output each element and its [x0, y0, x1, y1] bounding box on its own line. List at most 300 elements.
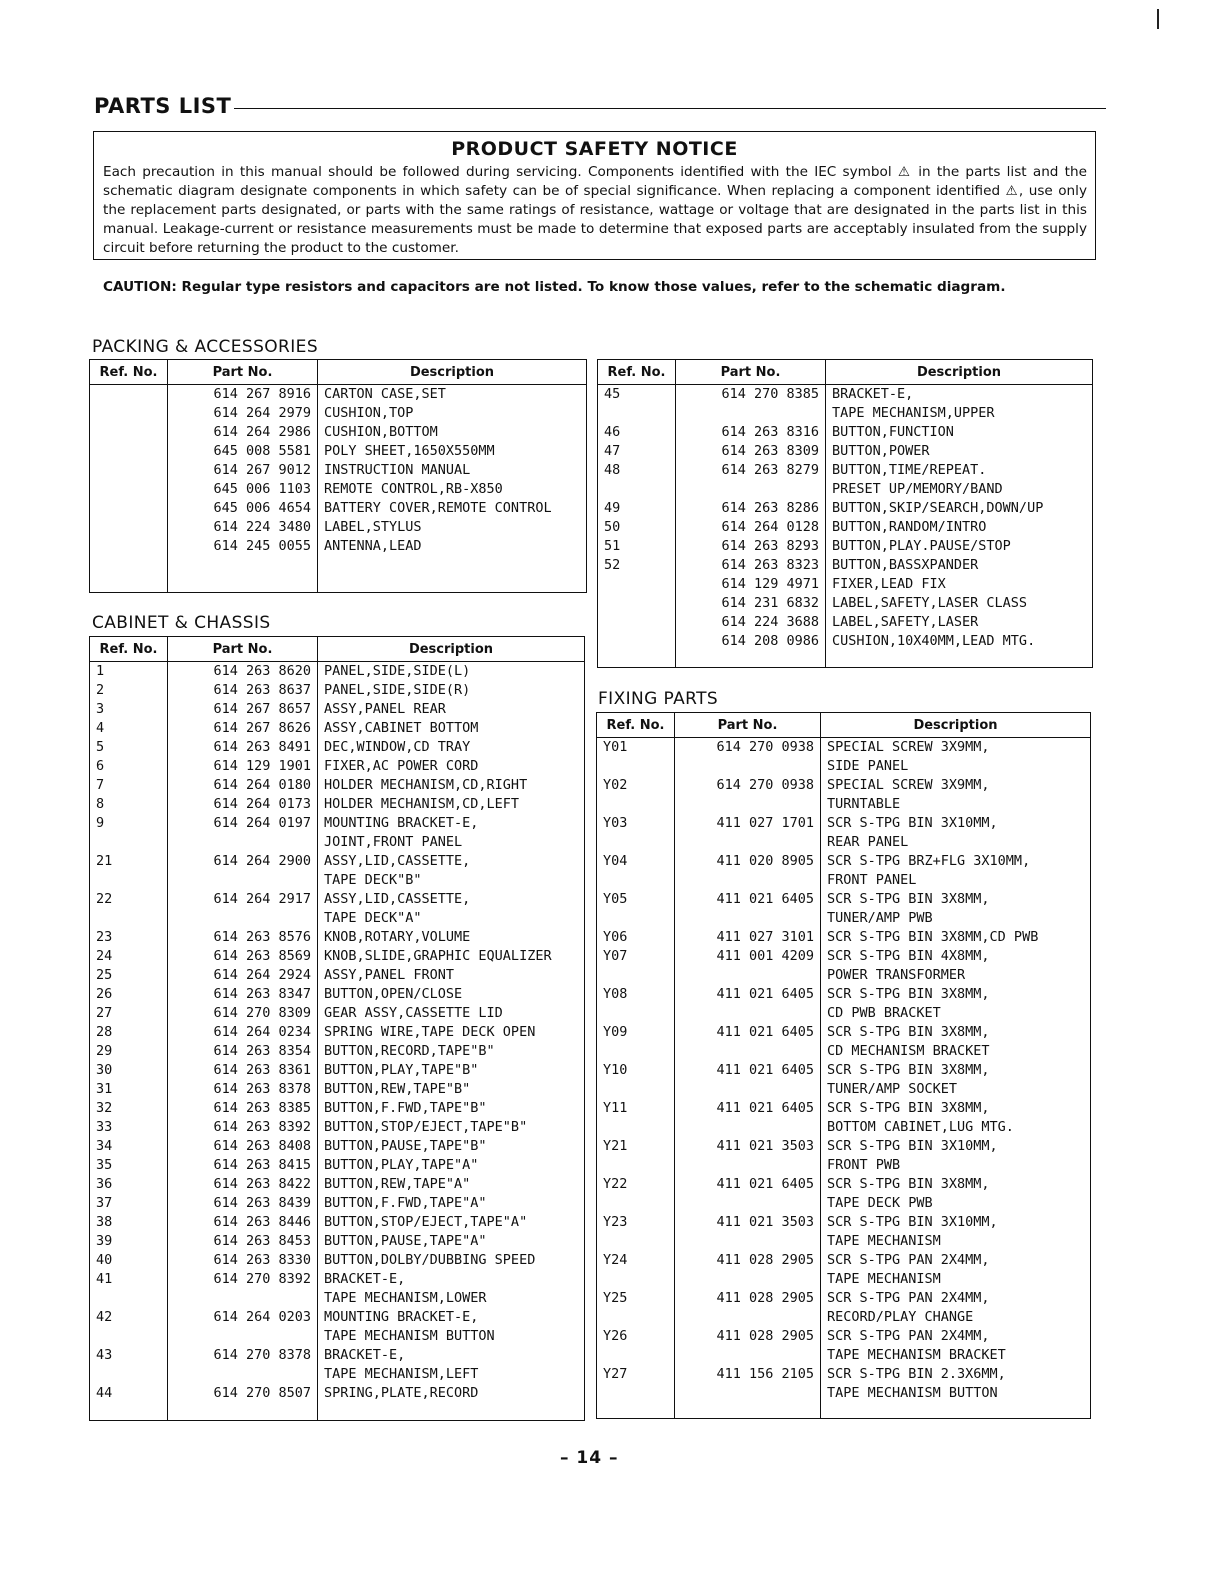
- description-cell: BUTTON,STOP/EJECT,TAPE"B": [318, 1118, 585, 1137]
- description-cell: SCR S-TPG PAN 2X4MM,: [821, 1251, 1091, 1270]
- table-row: [598, 461, 1093, 480]
- part-no-cell: 411 028 2905: [675, 1289, 821, 1308]
- table-row: [597, 1327, 1091, 1346]
- ref-no-cell: Y10: [597, 1061, 675, 1080]
- description-cell: BUTTON,STOP/EJECT,TAPE"A": [318, 1213, 585, 1232]
- ref-no-cell: 49: [598, 499, 676, 518]
- part-no-cell: [675, 757, 821, 776]
- table-row: [90, 795, 585, 814]
- ref-no-cell: Y21: [597, 1137, 675, 1156]
- table-row: [90, 757, 585, 776]
- part-no-cell: [675, 1346, 821, 1365]
- ref-no-cell: Y07: [597, 947, 675, 966]
- ref-no-cell: Y22: [597, 1175, 675, 1194]
- table-row: [90, 423, 587, 442]
- empty-cell: [318, 1403, 585, 1421]
- description-cell: FIXER,AC POWER CORD: [318, 757, 585, 776]
- ref-no-cell: 42: [90, 1308, 168, 1327]
- table-row: [90, 1346, 585, 1365]
- description-cell: TAPE MECHANISM,UPPER: [826, 404, 1093, 423]
- table-row: [90, 480, 587, 499]
- part-no-cell: [168, 1327, 318, 1346]
- part-no-cell: [168, 909, 318, 928]
- part-no-cell: [675, 1004, 821, 1023]
- table-filler-row: [90, 556, 587, 593]
- part-no-cell: 614 231 6832: [676, 594, 826, 613]
- part-no-cell: [676, 404, 826, 423]
- part-no-cell: 645 006 1103: [168, 480, 318, 499]
- safety-notice-box: [93, 131, 1096, 260]
- ref-no-cell: [90, 537, 168, 556]
- part-no-cell: 614 263 8637: [168, 681, 318, 700]
- description-cell: SCR S-TPG BIN 3X8MM,: [821, 985, 1091, 1004]
- part-no-cell: 614 267 8626: [168, 719, 318, 738]
- ref-no-cell: Y26: [597, 1327, 675, 1346]
- ref-no-cell: Y09: [597, 1023, 675, 1042]
- part-no-cell: 411 027 1701: [675, 814, 821, 833]
- part-no-cell: 411 021 6405: [675, 1061, 821, 1080]
- part-no-cell: 614 264 2900: [168, 852, 318, 871]
- ref-no-cell: [597, 1308, 675, 1327]
- part-no-cell: [675, 1042, 821, 1061]
- ref-no-cell: 27: [90, 1004, 168, 1023]
- description-cell: TAPE MECHANISM BUTTON: [821, 1384, 1091, 1403]
- description-cell: SCR S-TPG BIN 3X10MM,: [821, 1213, 1091, 1232]
- table-row: [598, 499, 1093, 518]
- ref-no-cell: 46: [598, 423, 676, 442]
- ref-no-cell: [597, 1156, 675, 1175]
- empty-cell: [676, 651, 826, 668]
- description-cell: BUTTON,BASSXPANDER: [826, 556, 1093, 575]
- cabinet-table: [89, 636, 585, 1421]
- part-no-cell: 411 028 2905: [675, 1327, 821, 1346]
- part-no-cell: 411 021 6405: [675, 890, 821, 909]
- table-row: [90, 985, 585, 1004]
- description-cell: TUNER/AMP SOCKET: [821, 1080, 1091, 1099]
- table-row: [597, 985, 1091, 1004]
- table-row: [90, 385, 587, 405]
- ref-no-cell: 2: [90, 681, 168, 700]
- fixing-heading: FIXING PARTS: [598, 689, 719, 709]
- table-row: [597, 776, 1091, 795]
- part-no-cell: 614 267 8657: [168, 700, 318, 719]
- table-header-row: [597, 713, 1091, 738]
- table-row: [90, 928, 585, 947]
- table-filler-row: [597, 1403, 1091, 1419]
- table-row: [598, 404, 1093, 423]
- part-no-cell: 614 263 8323: [676, 556, 826, 575]
- part-no-cell: 614 263 8293: [676, 537, 826, 556]
- table-row: [90, 1308, 585, 1327]
- table-row: [598, 556, 1093, 575]
- description-cell: FRONT PWB: [821, 1156, 1091, 1175]
- ref-no-cell: 5: [90, 738, 168, 757]
- part-no-cell: [675, 966, 821, 985]
- ref-no-cell: 33: [90, 1118, 168, 1137]
- table-row: [598, 480, 1093, 499]
- description-cell: POLY SHEET,1650X550MM: [318, 442, 587, 461]
- packing-table: [89, 359, 587, 593]
- table-row: [90, 1270, 585, 1289]
- part-no-cell: 614 264 0180: [168, 776, 318, 795]
- description-cell: BUTTON,F.FWD,TAPE"B": [318, 1099, 585, 1118]
- table-row: [90, 518, 587, 537]
- description-cell: SCR S-TPG BIN 3X8MM,: [821, 890, 1091, 909]
- table-row: [90, 1137, 585, 1156]
- part-no-cell: 614 245 0055: [168, 537, 318, 556]
- table-row: [90, 1251, 585, 1270]
- table-row: [90, 442, 587, 461]
- description-cell: SCR S-TPG BIN 3X8MM,: [821, 1061, 1091, 1080]
- ref-no-cell: [90, 385, 168, 405]
- table-header-row: [598, 360, 1093, 385]
- ref-no-cell: 25: [90, 966, 168, 985]
- part-no-cell: 614 263 8316: [676, 423, 826, 442]
- table-row: [90, 852, 585, 871]
- description-cell: CARTON CASE,SET: [318, 385, 587, 405]
- notice-body: Each precaution in this manual should be followed during servicing. Components identified with the IEC symbol ⚠ in the parts list and the schematic diagram designate components in which safety can be of special significance. When replacing a component identified ⚠, use only the replacement parts designated, or parts with the same ratings of resistance, wattage or voltage that are designated in the parts list in this manual. Leakage-current or resistance measurements must be made to determine that exposed parts are acceptably insulated from the supply circuit before returning the product to the customer.: [103, 164, 1087, 256]
- table-row: [597, 871, 1091, 890]
- ref-no-cell: [90, 499, 168, 518]
- ref-no-cell: Y04: [597, 852, 675, 871]
- description-cell: SCR S-TPG PAN 2X4MM,: [821, 1289, 1091, 1308]
- ref-no-cell: [597, 1194, 675, 1213]
- ref-no-cell: Y11: [597, 1099, 675, 1118]
- description-cell: BATTERY COVER,REMOTE CONTROL: [318, 499, 587, 518]
- table-row: [90, 1042, 585, 1061]
- table-row: [597, 1061, 1091, 1080]
- table-row: [90, 1384, 585, 1403]
- part-no-cell: 614 263 8408: [168, 1137, 318, 1156]
- table-row: [90, 1194, 585, 1213]
- description-cell: PANEL,SIDE,SIDE(R): [318, 681, 585, 700]
- ref-no-cell: 51: [598, 537, 676, 556]
- description-cell: CUSHION,TOP: [318, 404, 587, 423]
- description-cell: BUTTON,PLAY,TAPE"A": [318, 1156, 585, 1175]
- part-no-cell: 614 129 4971: [676, 575, 826, 594]
- description-cell: FRONT PANEL: [821, 871, 1091, 890]
- table-row: [90, 814, 585, 833]
- part-no-cell: 614 263 8330: [168, 1251, 318, 1270]
- ref-no-cell: [90, 1289, 168, 1308]
- part-no-cell: 614 263 8354: [168, 1042, 318, 1061]
- ref-no-cell: 39: [90, 1232, 168, 1251]
- ref-no-cell: 4: [90, 719, 168, 738]
- description-cell: BUTTON,PAUSE,TAPE"B": [318, 1137, 585, 1156]
- table-row: [90, 1365, 585, 1384]
- description-cell: BRACKET-E,: [318, 1346, 585, 1365]
- part-no-cell: 614 224 3480: [168, 518, 318, 537]
- packing-heading: PACKING & ACCESSORIES: [92, 337, 319, 357]
- part-no-cell: 614 267 8916: [168, 385, 318, 405]
- ref-no-cell: Y08: [597, 985, 675, 1004]
- table-row: [598, 423, 1093, 442]
- col-header-ref: Ref. No.: [90, 360, 168, 385]
- description-cell: SPRING,PLATE,RECORD: [318, 1384, 585, 1403]
- part-no-cell: 614 270 8392: [168, 1270, 318, 1289]
- page-number: – 14 –: [560, 1448, 619, 1468]
- description-cell: GEAR ASSY,CASSETTE LID: [318, 1004, 585, 1023]
- ref-no-cell: 9: [90, 814, 168, 833]
- table-row: [598, 632, 1093, 651]
- ref-no-cell: [597, 1118, 675, 1137]
- table-header-row: [90, 637, 585, 662]
- ref-no-cell: [598, 613, 676, 632]
- table-row: [90, 1289, 585, 1308]
- part-no-cell: [676, 480, 826, 499]
- ref-no-cell: 23: [90, 928, 168, 947]
- table-row: [597, 1156, 1091, 1175]
- description-cell: LABEL,SAFETY,LASER CLASS: [826, 594, 1093, 613]
- part-no-cell: 614 264 0173: [168, 795, 318, 814]
- description-cell: HOLDER MECHANISM,CD,RIGHT: [318, 776, 585, 795]
- part-no-cell: 614 263 8392: [168, 1118, 318, 1137]
- ref-no-cell: [598, 480, 676, 499]
- ref-no-cell: [90, 442, 168, 461]
- description-cell: KNOB,SLIDE,GRAPHIC EQUALIZER: [318, 947, 585, 966]
- table-row: [90, 461, 587, 480]
- description-cell: POWER TRANSFORMER: [821, 966, 1091, 985]
- ref-no-cell: [90, 909, 168, 928]
- part-no-cell: [168, 871, 318, 890]
- description-cell: BUTTON,DOLBY/DUBBING SPEED: [318, 1251, 585, 1270]
- table-row: [90, 700, 585, 719]
- description-cell: BUTTON,PLAY,TAPE"B": [318, 1061, 585, 1080]
- part-no-cell: 614 264 2917: [168, 890, 318, 909]
- description-cell: TAPE MECHANISM,LOWER: [318, 1289, 585, 1308]
- part-no-cell: 411 156 2105: [675, 1365, 821, 1384]
- part-no-cell: 614 267 9012: [168, 461, 318, 480]
- part-no-cell: 614 263 8491: [168, 738, 318, 757]
- description-cell: LABEL,SAFETY,LASER: [826, 613, 1093, 632]
- table-row: [597, 852, 1091, 871]
- description-cell: ASSY,PANEL FRONT: [318, 966, 585, 985]
- table-row: [598, 575, 1093, 594]
- part-no-cell: 614 263 8453: [168, 1232, 318, 1251]
- ref-no-cell: 37: [90, 1194, 168, 1213]
- description-cell: MOUNTING BRACKET-E,: [318, 1308, 585, 1327]
- description-cell: BRACKET-E,: [826, 385, 1093, 405]
- ref-no-cell: [597, 833, 675, 852]
- part-no-cell: 614 263 8378: [168, 1080, 318, 1099]
- description-cell: ASSY,CABINET BOTTOM: [318, 719, 585, 738]
- ref-no-cell: 28: [90, 1023, 168, 1042]
- ref-no-cell: Y25: [597, 1289, 675, 1308]
- ref-no-cell: 44: [90, 1384, 168, 1403]
- description-cell: TAPE DECK"A": [318, 909, 585, 928]
- table-row: [90, 1061, 585, 1080]
- part-no-cell: 614 270 8507: [168, 1384, 318, 1403]
- description-cell: SCR S-TPG BIN 3X8MM,CD PWB: [821, 928, 1091, 947]
- ref-no-cell: Y23: [597, 1213, 675, 1232]
- ref-no-cell: 38: [90, 1213, 168, 1232]
- table-row: [90, 681, 585, 700]
- description-cell: BRACKET-E,: [318, 1270, 585, 1289]
- empty-cell: [598, 651, 676, 668]
- table-row: [597, 1137, 1091, 1156]
- part-no-cell: 411 021 3503: [675, 1213, 821, 1232]
- description-cell: SCR S-TPG BIN 4X8MM,: [821, 947, 1091, 966]
- part-no-cell: 614 263 8309: [676, 442, 826, 461]
- description-cell: PANEL,SIDE,SIDE(L): [318, 662, 585, 682]
- page-title: PARTS LIST: [94, 94, 232, 118]
- part-no-cell: 411 021 3503: [675, 1137, 821, 1156]
- part-no-cell: 614 270 8309: [168, 1004, 318, 1023]
- table-row: [597, 738, 1091, 758]
- part-no-cell: [675, 871, 821, 890]
- description-cell: ASSY,LID,CASSETTE,: [318, 890, 585, 909]
- ref-no-cell: Y06: [597, 928, 675, 947]
- table-row: [597, 966, 1091, 985]
- part-no-cell: 645 006 4654: [168, 499, 318, 518]
- description-cell: CD PWB BRACKET: [821, 1004, 1091, 1023]
- ref-no-cell: 32: [90, 1099, 168, 1118]
- ref-no-cell: [90, 423, 168, 442]
- table-row: [598, 613, 1093, 632]
- table-row: [90, 719, 585, 738]
- description-cell: BUTTON,F.FWD,TAPE"A": [318, 1194, 585, 1213]
- part-no-cell: 614 263 8385: [168, 1099, 318, 1118]
- table-row: [90, 1004, 585, 1023]
- ref-no-cell: 45: [598, 385, 676, 405]
- part-no-cell: 614 264 0197: [168, 814, 318, 833]
- col-header-ref: Ref. No.: [597, 713, 675, 738]
- ref-no-cell: [597, 1232, 675, 1251]
- col-header-part: Part No.: [168, 360, 318, 385]
- description-cell: CUSHION,BOTTOM: [318, 423, 587, 442]
- part-no-cell: [675, 833, 821, 852]
- part-no-cell: 614 263 8279: [676, 461, 826, 480]
- description-cell: CUSHION,10X40MM,LEAD MTG.: [826, 632, 1093, 651]
- part-no-cell: 614 263 8569: [168, 947, 318, 966]
- description-cell: REMOTE CONTROL,RB-X850: [318, 480, 587, 499]
- empty-cell: [597, 1403, 675, 1419]
- table-row: [597, 1080, 1091, 1099]
- description-cell: BOTTOM CABINET,LUG MTG.: [821, 1118, 1091, 1137]
- table-filler-row: [90, 1403, 585, 1421]
- part-no-cell: [168, 1365, 318, 1384]
- description-cell: KNOB,ROTARY,VOLUME: [318, 928, 585, 947]
- part-no-cell: 614 224 3688: [676, 613, 826, 632]
- ref-no-cell: Y03: [597, 814, 675, 833]
- title-rule: [234, 108, 1106, 109]
- ref-no-cell: 40: [90, 1251, 168, 1270]
- description-cell: BUTTON,SKIP/SEARCH,DOWN/UP: [826, 499, 1093, 518]
- description-cell: PRESET UP/MEMORY/BAND: [826, 480, 1093, 499]
- ref-no-cell: 47: [598, 442, 676, 461]
- part-no-cell: 614 270 0938: [675, 776, 821, 795]
- description-cell: ANTENNA,LEAD: [318, 537, 587, 556]
- part-no-cell: 614 263 8620: [168, 662, 318, 682]
- ref-no-cell: [90, 871, 168, 890]
- table-row: [598, 537, 1093, 556]
- table-row: [598, 442, 1093, 461]
- part-no-cell: 614 208 0986: [676, 632, 826, 651]
- ref-no-cell: [598, 575, 676, 594]
- description-cell: SCR S-TPG BIN 3X8MM,: [821, 1023, 1091, 1042]
- description-cell: SCR S-TPG BIN 3X8MM,: [821, 1175, 1091, 1194]
- description-cell: SCR S-TPG BIN 3X10MM,: [821, 814, 1091, 833]
- description-cell: BUTTON,FUNCTION: [826, 423, 1093, 442]
- description-cell: SCR S-TPG BIN 3X8MM,: [821, 1099, 1091, 1118]
- ref-no-cell: Y01: [597, 738, 675, 758]
- col-header-part: Part No.: [675, 713, 821, 738]
- part-no-cell: 614 270 8385: [676, 385, 826, 405]
- table-row: [90, 890, 585, 909]
- description-cell: SPECIAL SCREW 3X9MM,: [821, 738, 1091, 758]
- table-row: [597, 1251, 1091, 1270]
- part-no-cell: 614 264 2986: [168, 423, 318, 442]
- fixing-table: [596, 712, 1091, 1419]
- ref-no-cell: [597, 871, 675, 890]
- table-row: [597, 1365, 1091, 1384]
- col-header-desc: Description: [318, 637, 585, 662]
- ref-no-cell: 31: [90, 1080, 168, 1099]
- ref-no-cell: [90, 404, 168, 423]
- ref-no-cell: 35: [90, 1156, 168, 1175]
- cabinet-continued-table: [597, 359, 1093, 668]
- empty-cell: [90, 1403, 168, 1421]
- description-cell: BUTTON,OPEN/CLOSE: [318, 985, 585, 1004]
- table-row: [90, 833, 585, 852]
- table-row: [90, 1118, 585, 1137]
- margin-mark: [1157, 9, 1159, 29]
- ref-no-cell: [90, 833, 168, 852]
- table-row: [597, 1308, 1091, 1327]
- table-row: [90, 1175, 585, 1194]
- description-cell: TAPE MECHANISM,LEFT: [318, 1365, 585, 1384]
- description-cell: CD MECHANISM BRACKET: [821, 1042, 1091, 1061]
- description-cell: TAPE MECHANISM BRACKET: [821, 1346, 1091, 1365]
- part-no-cell: 614 263 8415: [168, 1156, 318, 1175]
- col-header-part: Part No.: [168, 637, 318, 662]
- part-no-cell: 614 270 8378: [168, 1346, 318, 1365]
- table-row: [597, 909, 1091, 928]
- col-header-desc: Description: [318, 360, 587, 385]
- part-no-cell: 614 263 8576: [168, 928, 318, 947]
- part-no-cell: [168, 1289, 318, 1308]
- ref-no-cell: [597, 1270, 675, 1289]
- table-row: [597, 1346, 1091, 1365]
- table-header-row: [90, 360, 587, 385]
- table-row: [597, 1042, 1091, 1061]
- ref-no-cell: [598, 594, 676, 613]
- description-cell: JOINT,FRONT PANEL: [318, 833, 585, 852]
- table-row: [90, 966, 585, 985]
- description-cell: SCR S-TPG BRZ+FLG 3X10MM,: [821, 852, 1091, 871]
- ref-no-cell: 24: [90, 947, 168, 966]
- description-cell: BUTTON,PAUSE,TAPE"A": [318, 1232, 585, 1251]
- description-cell: BUTTON,RECORD,TAPE"B": [318, 1042, 585, 1061]
- notice-title: PRODUCT SAFETY NOTICE: [451, 138, 738, 160]
- caution-note: CAUTION: Regular type resistors and capacitors are not listed. To know those values, refer to the schematic diagram.: [103, 279, 1006, 295]
- ref-no-cell: [598, 404, 676, 423]
- part-no-cell: 614 129 1901: [168, 757, 318, 776]
- col-header-part: Part No.: [676, 360, 826, 385]
- col-header-desc: Description: [821, 713, 1091, 738]
- part-no-cell: [675, 1384, 821, 1403]
- table-row: [598, 385, 1093, 405]
- ref-no-cell: 50: [598, 518, 676, 537]
- table-row: [597, 1194, 1091, 1213]
- part-no-cell: [675, 1308, 821, 1327]
- table-row: [90, 1327, 585, 1346]
- part-no-cell: 645 008 5581: [168, 442, 318, 461]
- table-row: [597, 1118, 1091, 1137]
- ref-no-cell: Y02: [597, 776, 675, 795]
- description-cell: RECORD/PLAY CHANGE: [821, 1308, 1091, 1327]
- ref-no-cell: [597, 1346, 675, 1365]
